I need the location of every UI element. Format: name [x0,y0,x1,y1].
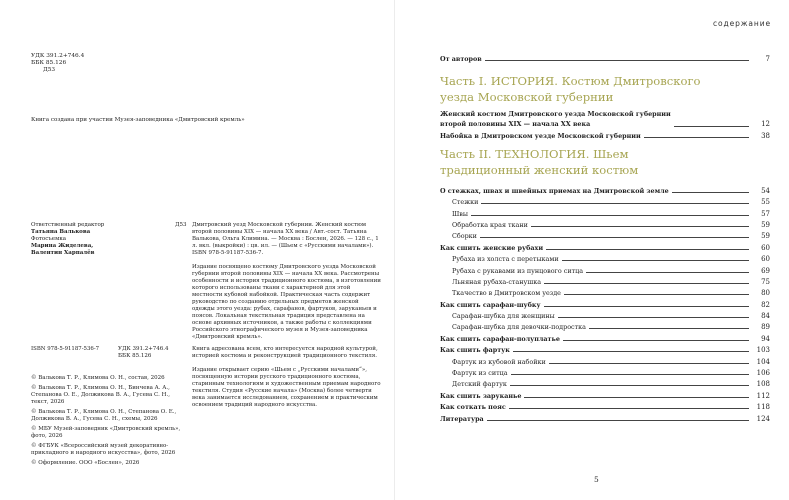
toc-entry-label: Швы [452,209,468,218]
leader-line [546,249,749,250]
toc-entry[interactable] [440,400,770,411]
toc-entry-page: 124 [756,414,770,423]
summary-series: Издание открывает серию «Шьем с „Русскими началами“», посвященную истории русского традиционного костюма, старинным технологиям и художественным приемам народного текстиля. Студия «Русские начала» (Москва) более четверти века занимается исследованием, сохранением и практическим освоением традиций народного искусства. [192,367,381,408]
toc-entry-label: Стежки [452,198,479,207]
created-note: Книга создана при участии Музея-заповедника «Дмитровский кремль» [31,117,245,123]
leader-line [558,317,749,318]
toc-entry[interactable] [440,229,770,240]
toc-entry-label: Литература [440,414,484,423]
leader-line [589,328,749,329]
part-title-line: Часть II. ТЕХНОЛОГИЯ. Шьем [440,147,629,162]
photographer-name: Марина Жиделева, [31,243,94,249]
photographer-name: Валентин Харпалёв [31,250,95,256]
udk-code: УДК 391.2+746.4 [118,346,169,352]
toc-entry[interactable] [440,366,770,377]
leader-line [513,351,749,352]
toc-entry-label: От авторов [440,55,482,63]
copyright-line: © Валькова Т. Р., Климова О. Н., Степанова О. Е., Должикова В. А., Гусева С. Н., схемы, 2026 [31,409,177,422]
toc-entry-label: Сарафан-шубка для девочки-подростка [452,323,586,332]
leader-line [564,294,749,295]
leader-line [481,203,749,204]
toc-entry-page: 118 [756,403,770,412]
toc-items [440,183,770,422]
toc-entry-page: 57 [761,209,770,218]
toc-entry-label: Как соткать пояс [440,403,506,412]
toc-entry[interactable] [440,331,770,342]
toc-entry-label: Набойка в Дмитровском уезде Московской губернии [440,132,641,141]
copyright-line: © Валькова Т. Р., Климова О. Н., Бинчева А. А., Степанова О. Е., Должикова В. А., Гусева С. Н., текст, 2026 [31,385,170,405]
toc-entry[interactable] [440,110,770,129]
toc-entry-page: 106 [756,369,770,378]
toc-entry-page: 80 [761,289,770,298]
toc-entry-label-line: второй половины XIX — начала XX века [440,119,591,128]
annotation [192,222,382,348]
toc-entry-page: 94 [761,334,770,343]
annotation-text: Издание посвящено костюму Дмитровского уезда Московской губернии второй половины XIX — начала XX века. Рассмотрены особенности и история традиционного костюма, в изготовлении которого использованы ткани с характерной для этой местности кубовой набойкой. Практическая часть содержит руководство по созданию отдельных предметов женской одежды этого уезда: рубах, сарафанов, фартуков, заруканьев и поясов. Локальная текстильная традиция представлена на основе архивных источников, а также работы с коллекциями Российского этнографического музея и Музея-заповедника «Дмитровский кремль». [192,264,381,340]
bbk-code: ББК 85.126 [31,60,67,66]
leader-line [544,306,749,307]
leader-line [544,283,749,284]
toc-entry[interactable] [440,320,770,331]
leader-line [644,137,749,138]
toc-entry-label: Рубаха с рукавами из пунцового ситца [452,266,584,275]
toc-entry-label: О стежках, швах и швейных приемах на Дмитровской земле [440,186,669,195]
toc-entry[interactable] [440,354,770,365]
toc-entry[interactable] [440,240,770,251]
bibliographic-record: Дмитровский уезд Московской губернии. Женский костюм второй половины XIX — начала XX века / Авт.-сост. Татьяна Валькова, Ольга Климина. — Москва : Бослен, 2026. — 128 с., 1 л. вкл. (выкройки) : цв. ил. — (Шьем с «Русскими началами»). ISBN 978-5-91187-536-7. [192,222,379,256]
toc-entry-label: Как сшить заруканье [440,391,522,400]
toc-entry-label: Как сшить сарафан-полуплатье [440,334,560,343]
toc-entry-label: Сарафан-шубка для женщины [452,312,555,321]
toc-entry-page: 112 [756,391,770,400]
photo-role: Фотосъемка [31,236,67,242]
part-title-line: Часть I. ИСТОРИЯ. Костюм Дмитровского [440,74,701,88]
leader-line [586,272,749,273]
leader-line [487,420,749,421]
toc-entry[interactable] [440,297,770,308]
summary-audience: Книга адресована всем, кто интересуется народной культурой, историей костюма и реконструкцией традиционного текстиля. [192,346,378,359]
copyright-line: © Оформление. ООО «Бослен», 2026 [31,460,140,466]
leader-line [531,226,749,227]
toc-entry-page: 38 [761,132,770,141]
toc-entry-page: 60 [761,255,770,264]
toc-entry-label-line: Женский костюм Дмитровского уезда Московской губернии [440,110,671,118]
toc-entry-label: Детский фартук [452,380,507,389]
toc-entry-page: 54 [761,186,770,195]
toc-entry[interactable] [440,218,770,229]
leader-line [524,397,749,398]
toc-entry[interactable] [440,377,770,388]
toc-entry[interactable] [440,252,770,263]
toc-entry-page: 82 [761,300,770,309]
toc-entry-page: 12 [761,119,770,128]
author-mark: Д53 [43,67,56,73]
leader-line [562,260,749,261]
imprint-page [0,0,394,500]
toc-entry[interactable] [440,286,770,297]
leader-line [674,126,749,127]
leader-line [509,408,749,409]
toc-entry-label: Рубаха из холста с перетыками [452,255,559,264]
toc-entry[interactable] [440,129,770,140]
toc-entry[interactable] [440,206,770,217]
running-header: содержание [712,19,771,28]
part-title-line: традиционный женский костюм [440,162,639,177]
part-two-title [440,147,770,178]
toc-entry-page: 55 [761,198,770,207]
copyright-line: © Валькова Т. Р., Климова О. Н., состав, 2026 [31,375,165,381]
toc-entry-label: Как сшить сарафан-шубку [440,300,541,309]
leader-line [549,363,749,364]
bbk-code: ББК 85.126 [118,353,152,359]
toc-entry-label [440,110,671,129]
toc-entry[interactable] [440,195,770,206]
copyright-line: © МБУ Музей-заповедник «Дмитровский кремль», фото, 2026 [31,426,181,439]
leader-line [485,60,749,61]
udk-code: УДК 391.2+746.4 [31,53,85,59]
toc-entry[interactable] [440,343,770,354]
toc-entry-page: 108 [756,380,770,389]
toc-entry[interactable] [440,183,770,194]
copyright-line: © ФГБУК «Всероссийский музей декоративно-прикладного и народного искусства», фото, 2026 [31,443,176,456]
leader-line [563,340,749,341]
leader-line [511,374,749,375]
toc-entry-page: 84 [761,312,770,321]
toc-entry-label: Льняная рубаха-станушка [452,277,542,286]
toc-entry-page: 75 [761,277,770,286]
toc-entry-page: 60 [761,243,770,252]
udk-block [31,53,84,74]
contents-page [395,0,789,500]
toc-entry[interactable] [440,263,770,274]
leader-line [471,215,749,216]
toc-entry[interactable] [440,51,770,63]
toc-entry[interactable] [440,411,770,422]
toc-entry-label: Как сшить женские рубахи [440,243,544,252]
leader-line [480,237,749,238]
summary [192,346,382,416]
leader-line [510,385,749,386]
part-title-line: уезда Московской губернии [440,89,614,104]
toc-entry-page: 104 [756,357,770,366]
toc-entry-page: 69 [761,266,770,275]
leader-line [672,192,749,193]
editor-role: Ответственный редактор [31,222,105,228]
toc-entry-label: Обработка края ткани [452,220,528,229]
toc-entry-page: 103 [756,346,770,355]
editor-name: Татьяна Валькова [31,229,91,235]
toc-entry[interactable] [440,275,770,286]
toc-entry-page: 59 [761,220,770,229]
toc-entry-label: Фартук из ситца [452,369,508,378]
toc-entry-page: 7 [765,55,770,63]
author-mark-2: Д53 [175,222,187,228]
toc-entry-label: Ткачество в Дмитровском уезде [452,289,561,298]
toc-entry-page: 59 [761,232,770,241]
copyright-block [31,375,181,470]
toc-entry-page: 89 [761,323,770,332]
toc-entry-label: Сборки [452,232,477,241]
toc-entry-label: Как сшить фартук [440,346,510,355]
udk-repeat [118,346,169,360]
toc-entry[interactable] [440,388,770,399]
toc-entry[interactable] [440,309,770,320]
page-number: 5 [594,475,599,484]
table-of-contents [440,51,770,423]
isbn: ISBN 978-5-91187-536-7 [31,346,100,352]
part-one-title [440,74,770,105]
editors-block [31,222,161,257]
toc-entry-label: Фартук из кубовой набойки [452,357,546,366]
